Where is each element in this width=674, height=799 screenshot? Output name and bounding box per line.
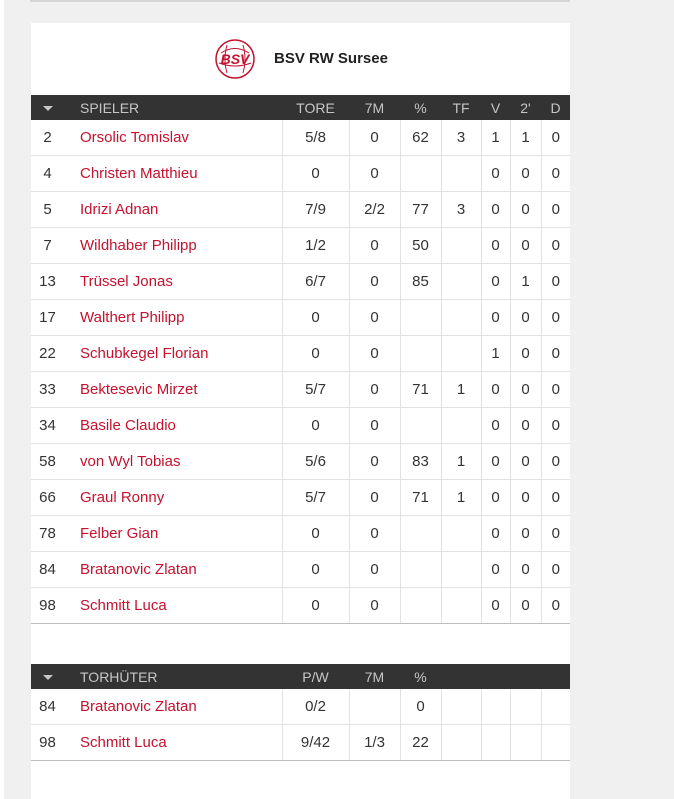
stat-goals: 7/9 (282, 192, 349, 228)
stat-d: 0 (541, 300, 570, 336)
player-row (31, 264, 570, 300)
stat-7m: 0 (349, 444, 400, 480)
stat-goals: 5/6 (282, 444, 349, 480)
stat-percent (400, 300, 441, 336)
player-name[interactable]: Felber Gian (64, 516, 282, 552)
player-name[interactable]: Walthert Philipp (64, 300, 282, 336)
players-header-row (31, 95, 570, 120)
stat-goals: 5/7 (282, 480, 349, 516)
player-row (31, 372, 570, 408)
player-name[interactable]: Bratanovic Zlatan (64, 689, 282, 725)
stat-percent (400, 516, 441, 552)
player-number: 17 (31, 300, 64, 336)
team-logo-text: BSV (220, 51, 250, 67)
stat-2min: 0 (510, 228, 541, 264)
player-number: 84 (31, 552, 64, 588)
team-stats-card (31, 23, 570, 799)
player-row (31, 336, 570, 372)
player-name[interactable]: Wildhaber Philipp (64, 228, 282, 264)
stat-v: 0 (481, 588, 510, 624)
stat-d: 0 (541, 516, 570, 552)
goalkeepers-table (31, 664, 570, 761)
player-row (31, 228, 570, 264)
stat-tf (441, 228, 481, 264)
stat-v: 0 (481, 264, 510, 300)
player-number: 66 (31, 480, 64, 516)
stat-2min: 0 (510, 444, 541, 480)
caret-down-icon[interactable] (43, 106, 53, 111)
stat-2min: 0 (510, 336, 541, 372)
stat-d: 0 (541, 444, 570, 480)
stat-tf (441, 336, 481, 372)
player-name[interactable]: Trüssel Jonas (64, 264, 282, 300)
stat-v: 1 (481, 336, 510, 372)
stat-2min (510, 725, 541, 761)
stat-goals: 5/8 (282, 120, 349, 156)
stat-percent: 83 (400, 444, 441, 480)
stat-d: 0 (541, 120, 570, 156)
player-number: 5 (31, 192, 64, 228)
player-number: 7 (31, 228, 64, 264)
stat-2min: 0 (510, 552, 541, 588)
stat-2min: 0 (510, 480, 541, 516)
column-header-torhueter[interactable]: TORHÜTER (64, 664, 282, 689)
stat-v: 0 (481, 480, 510, 516)
goalkeeper-row (31, 689, 570, 725)
player-row (31, 408, 570, 444)
player-name[interactable]: Graul Ronny (64, 480, 282, 516)
stat-7m: 1/3 (349, 725, 400, 761)
stat-tf (441, 516, 481, 552)
player-number: 34 (31, 408, 64, 444)
stat-percent: 0 (400, 689, 441, 725)
column-header-7m[interactable]: 7M (349, 664, 400, 689)
stat-goals: 0 (282, 156, 349, 192)
stat-percent (400, 588, 441, 624)
stat-d: 0 (541, 192, 570, 228)
stat-percent: 85 (400, 264, 441, 300)
stat-7m: 0 (349, 300, 400, 336)
stat-d: 0 (541, 588, 570, 624)
stat-percent (400, 156, 441, 192)
player-number: 4 (31, 156, 64, 192)
players-table (31, 95, 570, 624)
stat-tf (441, 408, 481, 444)
column-header-d[interactable]: D (541, 95, 570, 120)
column-header-empty (510, 664, 541, 689)
stat-v: 0 (481, 156, 510, 192)
caret-down-icon[interactable] (43, 675, 53, 680)
stat-2min: 0 (510, 192, 541, 228)
player-name[interactable]: Schmitt Luca (64, 588, 282, 624)
column-header-percent[interactable]: % (400, 664, 441, 689)
stat-2min: 0 (510, 588, 541, 624)
stat-percent (400, 408, 441, 444)
player-number: 13 (31, 264, 64, 300)
player-row (31, 516, 570, 552)
stat-7m: 0 (349, 480, 400, 516)
player-number: 58 (31, 444, 64, 480)
team-name: BSV RW Sursee (274, 50, 388, 67)
stat-d: 0 (541, 408, 570, 444)
stat-tf (441, 725, 481, 761)
player-row (31, 300, 570, 336)
stat-7m: 0 (349, 588, 400, 624)
stat-7m (349, 689, 400, 725)
stat-d: 0 (541, 372, 570, 408)
stat-goals: 0/2 (282, 689, 349, 725)
player-name[interactable]: Schubkegel Florian (64, 336, 282, 372)
stat-goals: 9/42 (282, 725, 349, 761)
stat-7m: 0 (349, 156, 400, 192)
stat-tf: 1 (441, 372, 481, 408)
stat-d: 0 (541, 552, 570, 588)
player-row (31, 120, 570, 156)
stat-percent: 22 (400, 725, 441, 761)
stat-d: 0 (541, 480, 570, 516)
stat-v: 0 (481, 372, 510, 408)
stat-percent: 62 (400, 120, 441, 156)
stat-tf (441, 552, 481, 588)
stat-2min: 0 (510, 408, 541, 444)
player-name[interactable]: Christen Matthieu (64, 156, 282, 192)
stat-d: 0 (541, 228, 570, 264)
player-row (31, 156, 570, 192)
stat-v (481, 725, 510, 761)
stat-2min: 0 (510, 372, 541, 408)
stat-7m: 0 (349, 264, 400, 300)
stat-tf: 1 (441, 444, 481, 480)
player-row (31, 444, 570, 480)
stat-tf (441, 689, 481, 725)
column-header-v[interactable]: V (481, 95, 510, 120)
column-header-7m[interactable]: 7M (349, 95, 400, 120)
player-name[interactable]: Bektesevic Mirzet (64, 372, 282, 408)
goalkeeper-row (31, 725, 570, 761)
sort-caret-cell[interactable] (31, 95, 64, 120)
stat-percent: 50 (400, 228, 441, 264)
stat-goals: 0 (282, 300, 349, 336)
stat-7m: 2/2 (349, 192, 400, 228)
stat-2min: 1 (510, 120, 541, 156)
team-header (31, 23, 570, 95)
column-header-2min[interactable]: 2' (510, 95, 541, 120)
stat-v (481, 689, 510, 725)
player-number: 84 (31, 689, 64, 725)
player-name[interactable]: Orsolic Tomislav (64, 120, 282, 156)
column-header-empty (541, 664, 570, 689)
player-number: 98 (31, 588, 64, 624)
player-name[interactable]: Basile Claudio (64, 408, 282, 444)
stat-7m: 0 (349, 552, 400, 588)
stat-tf (441, 300, 481, 336)
player-number: 78 (31, 516, 64, 552)
stat-percent: 71 (400, 480, 441, 516)
stat-7m: 0 (349, 408, 400, 444)
stat-d: 0 (541, 156, 570, 192)
player-row (31, 588, 570, 624)
stat-v: 1 (481, 120, 510, 156)
stat-2min: 0 (510, 156, 541, 192)
stat-7m: 0 (349, 516, 400, 552)
stat-goals: 6/7 (282, 264, 349, 300)
column-header-empty (481, 664, 510, 689)
player-name[interactable]: Schmitt Luca (64, 725, 282, 761)
player-row (31, 192, 570, 228)
stat-7m: 0 (349, 228, 400, 264)
stat-2min: 1 (510, 264, 541, 300)
player-number: 98 (31, 725, 64, 761)
stat-d: 0 (541, 336, 570, 372)
stat-goals: 0 (282, 408, 349, 444)
stat-percent: 71 (400, 372, 441, 408)
stat-v: 0 (481, 516, 510, 552)
stat-tf: 3 (441, 120, 481, 156)
column-header-pw[interactable]: P/W (282, 664, 349, 689)
stat-v: 0 (481, 444, 510, 480)
stat-v: 0 (481, 192, 510, 228)
stat-2min: 0 (510, 300, 541, 336)
player-number: 22 (31, 336, 64, 372)
player-row (31, 552, 570, 588)
players-body (31, 120, 570, 624)
player-name[interactable]: Bratanovic Zlatan (64, 552, 282, 588)
column-header-spieler[interactable]: SPIELER (64, 95, 282, 120)
player-number: 2 (31, 120, 64, 156)
stat-2min: 0 (510, 516, 541, 552)
stat-goals: 0 (282, 588, 349, 624)
stat-v: 0 (481, 408, 510, 444)
player-number: 33 (31, 372, 64, 408)
top-divider (30, 0, 570, 2)
stat-goals: 1/2 (282, 228, 349, 264)
column-header-tore[interactable]: TORE (282, 95, 349, 120)
stat-v: 0 (481, 552, 510, 588)
left-edge (0, 0, 4, 799)
stat-7m: 0 (349, 120, 400, 156)
team-logo (215, 39, 255, 79)
stat-tf (441, 156, 481, 192)
stat-2min (510, 689, 541, 725)
stat-goals: 0 (282, 552, 349, 588)
player-name[interactable]: Idrizi Adnan (64, 192, 282, 228)
player-name[interactable]: von Wyl Tobias (64, 444, 282, 480)
stat-goals: 5/7 (282, 372, 349, 408)
stat-7m: 0 (349, 336, 400, 372)
stat-percent (400, 552, 441, 588)
stat-v: 0 (481, 228, 510, 264)
stat-d (541, 725, 570, 761)
player-row (31, 480, 570, 516)
column-header-percent[interactable]: % (400, 95, 441, 120)
stat-d (541, 689, 570, 725)
stat-percent (400, 336, 441, 372)
stat-d: 0 (541, 264, 570, 300)
stat-7m: 0 (349, 372, 400, 408)
stat-goals: 0 (282, 516, 349, 552)
stat-tf (441, 588, 481, 624)
stat-goals: 0 (282, 336, 349, 372)
stat-tf (441, 264, 481, 300)
stat-percent: 77 (400, 192, 441, 228)
goalkeepers-header-row (31, 664, 570, 689)
stat-v: 0 (481, 300, 510, 336)
stat-tf: 1 (441, 480, 481, 516)
stat-tf: 3 (441, 192, 481, 228)
column-header-empty (441, 664, 481, 689)
sort-caret-cell[interactable] (31, 664, 64, 689)
goalkeepers-body (31, 689, 570, 761)
column-header-tf[interactable]: TF (441, 95, 481, 120)
